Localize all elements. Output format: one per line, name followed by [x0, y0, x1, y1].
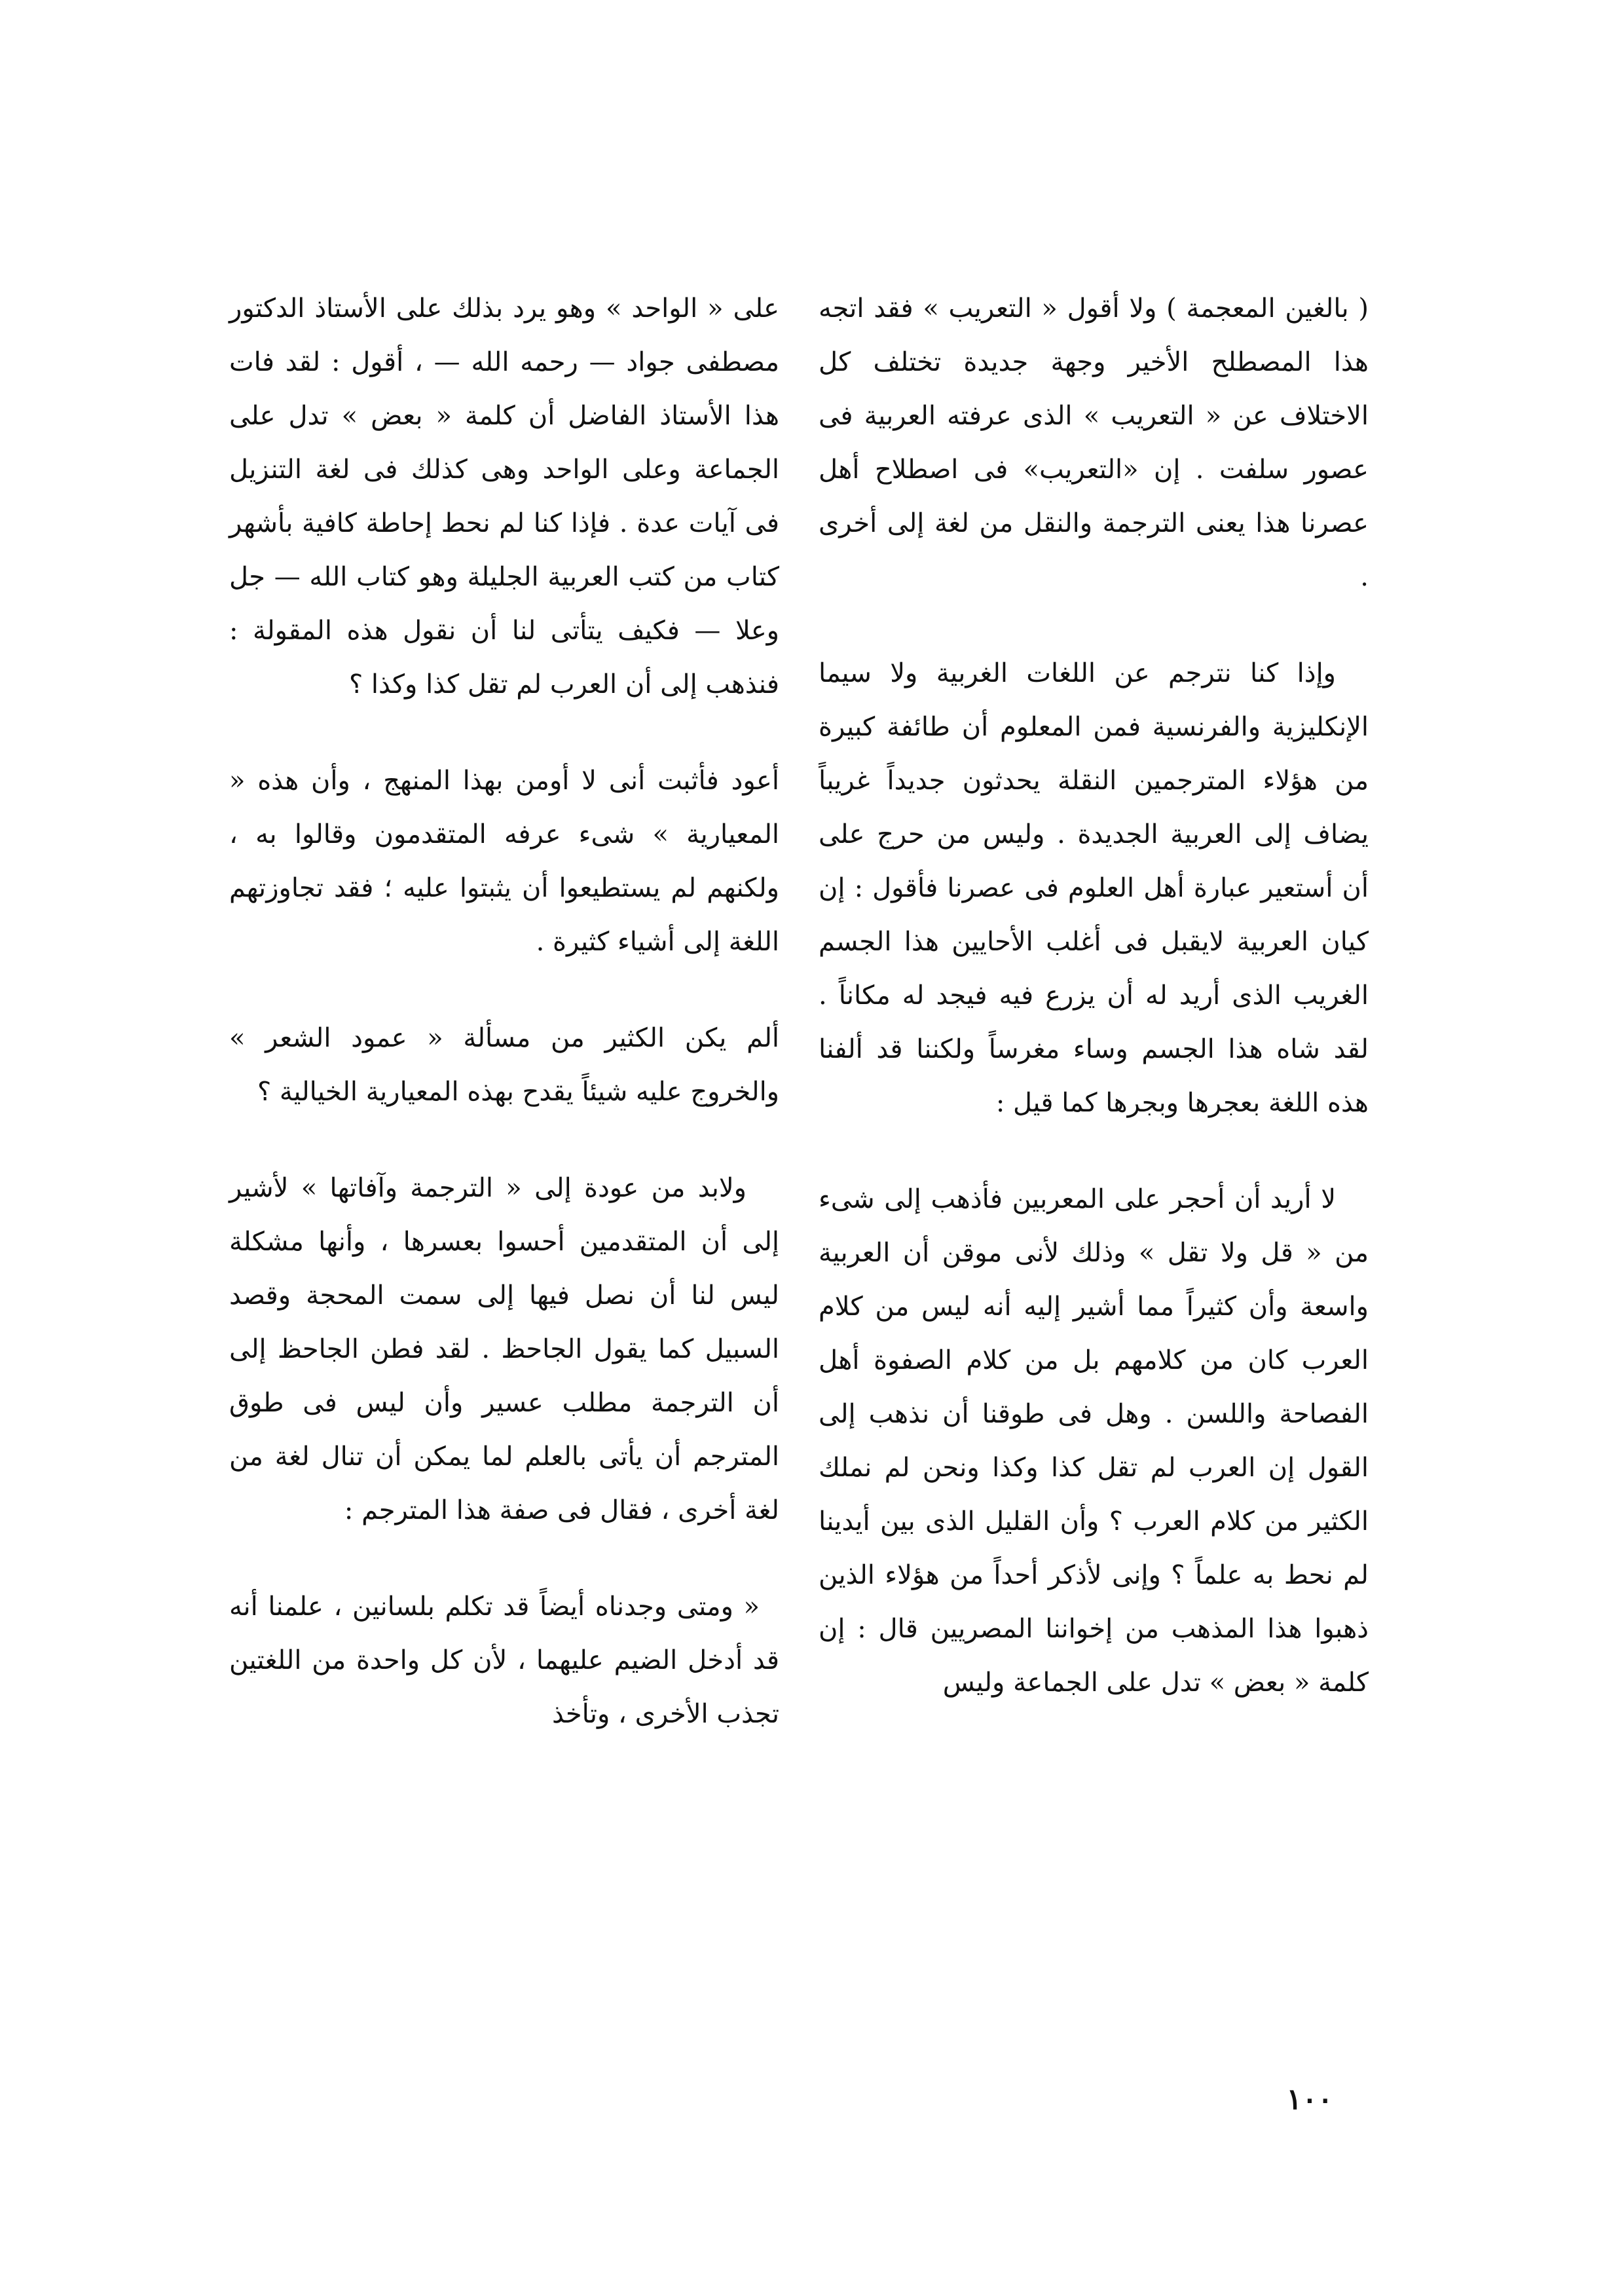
- paragraph: ألم يكن الكثير من مسألة « عمود الشعر » والخروج عليه شيئاً يقدح بهذه المعيارية الخيالية ؟: [229, 1023, 779, 1107]
- paragraph: ولابد من عودة إلى « الترجمة وآفاتها » لأشير إلى أن المتقدمين أحسوا بعسرها ، وأنها مشكلة ليس لنا أن نصل فيها إلى سمت المحجة وقصد السبيل كما يقول الجاحظ . لقد فطن الجاحظ إلى أن الترجمة مطلب عسير وأن ليس فى طوق المترجم أن يأتى بالعلم لما يمكن أن تنال لغة من لغة أخرى ، فقال فى صفة هذا المترجم :: [229, 1173, 780, 1525]
- right-text-column: [819, 282, 1369, 1752]
- page-number: ١٠٠: [1286, 2083, 1333, 2116]
- paragraph: على « الواحد » وهو يرد بذلك على الأستاذ الدكتور مصطفى جواد — رحمه الله — ، أقول : لقد فات هذا الأستاذ الفاضل أن كلمة « بعض » تدل على الجماعة وعلى الواحد وهى كذلك فى لغة التنزيل فى آيات عدة . فإذا كنا لم نحط إحاطة كافية بأشهر كتاب من كتب العربية الجليلة وهو كتاب الله — جل وعلا — فكيف يتأتى لنا أن نقول هذه المقولة : فنذهب إلى أن العرب لم تقل كذا وكذا ؟: [229, 293, 779, 700]
- paragraph: أعود فأثبت أنى لا أومن بهذا المنهج ، وأن هذه « المعيارية » شىء عرفه المتقدمون وقالوا به ، ولكنهم لم يستطيعوا أن يثبتوا عليه ؛ فقد تجاوزتهم اللغة إلى أشياء كثيرة .: [229, 766, 779, 957]
- left-text-column: [229, 282, 779, 1783]
- paragraph: لا أريد أن أحجر على المعربين فأذهب إلى شىء من « قل ولا تقل » وذلك لأنى موقن أن العربية واسعة وأن كثيراً مما أشير إليه أنه ليس من كلام العرب كان من كلامهم بل من كلام الصفوة أهل الفصاحة واللسن . وهل فى طوقنا أن نذهب إلى القول إن العرب لم تقل كذا وكذا ونحن لم نملك الكثير من كلام العرب ؟ وأن القليل الذى بين أيدينا لم نحط به علماً ؟ وإنى لأذكر أحداً من هؤلاء الذين ذهبوا هذا المذهب من إخواننا المصريين قال : إن كلمة « بعض » تدل على الجماعة وليس: [819, 1184, 1369, 1698]
- paragraph: ( بالغين المعجمة ) ولا أقول « التعريب » فقد اتجه هذا المصطلح الأخير وجهة جديدة تختلف كل الاختلاف عن « التعريب » الذى عرفته العربية فى عصور سلفت . إن «التعريب» فى اصطلاح أهل عصرنا هذا يعنى الترجمة والنقل من لغة إلى أخرى .: [819, 293, 1369, 592]
- quotation-paragraph: « ومتى وجدناه أيضاً قد تكلم بلسانين ، علمنا أنه قد أدخل الضيم عليهما ، لأن كل واحدة من اللغتين تجذب الأخرى ، وتأخذ: [229, 1592, 780, 1729]
- paragraph: وإذا كنا نترجم عن اللغات الغربية ولا سيما الإنكليزية والفرنسية فمن المعلوم أن طائفة كبيرة من هؤلاء المترجمين النقلة يحدثون جديداً غريباً يضاف إلى العربية الجديدة . وليس من حرج على أن أستعير عبارة أهل العلوم فى عصرنا فأقول : إن كيان العربية لايقبل فى أغلب الأحايين هذا الجسم الغريب الذى أريد له أن يزرع فيه فيجد له مكاناً . لقد شاه هذا الجسم وساء مغرساً ولكننا قد ألفنا هذه اللغة بعجرها وبجرها كما قيل :: [819, 658, 1369, 1118]
